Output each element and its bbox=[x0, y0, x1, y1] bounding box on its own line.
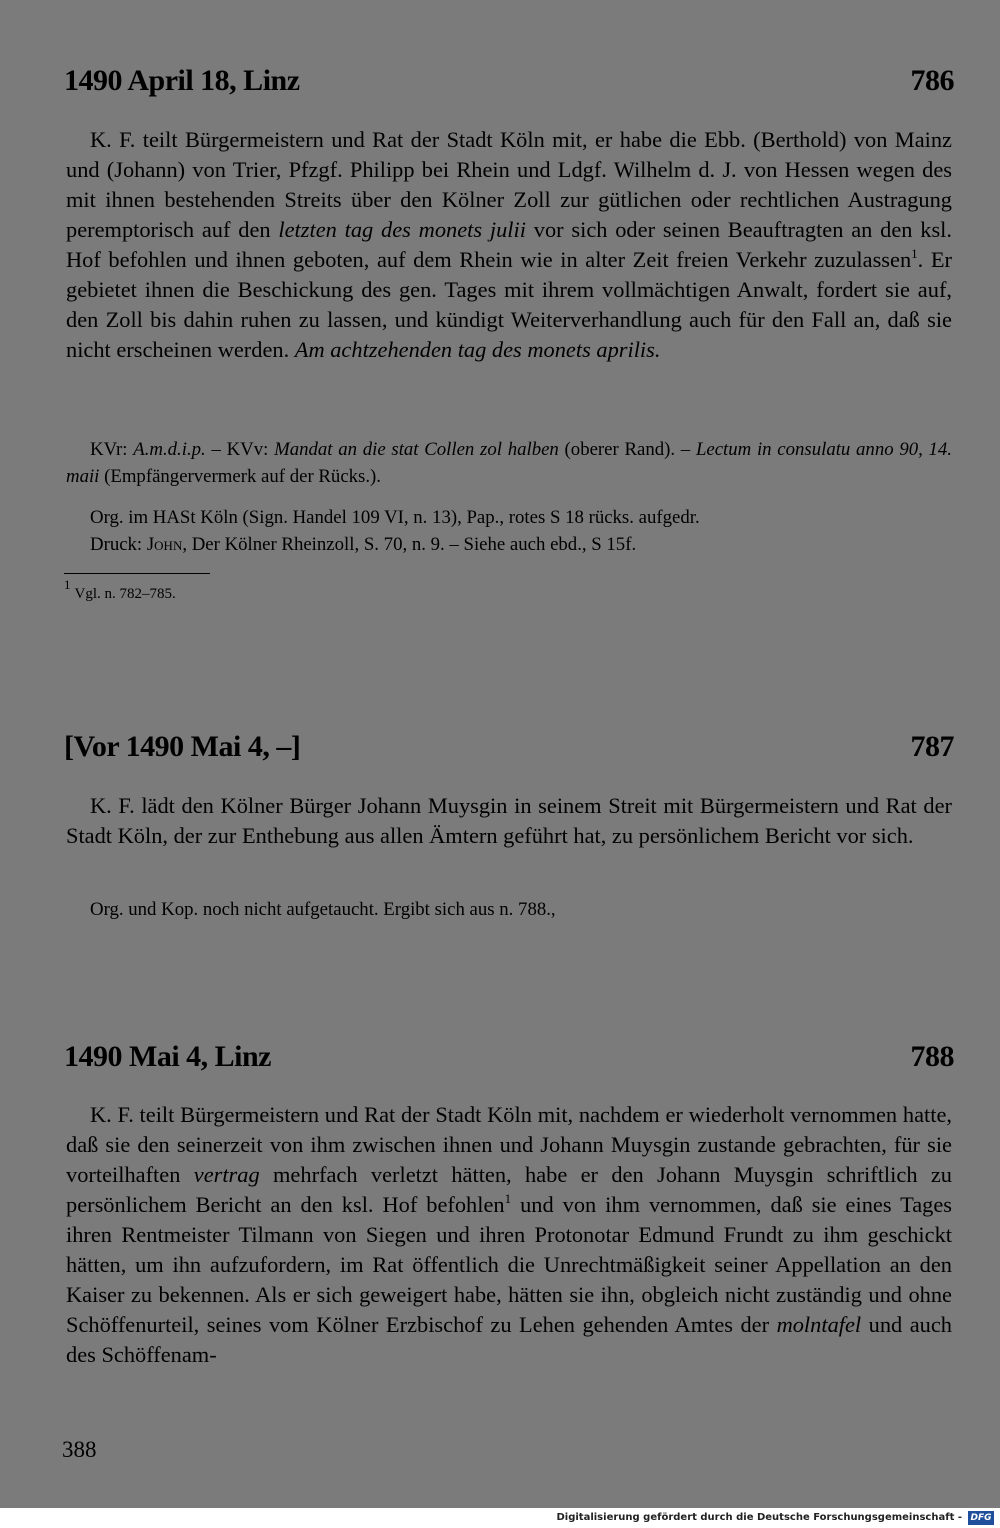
footnote-ref: 1 bbox=[504, 1191, 512, 1206]
entry-788-regest: K. F. teilt Bürgermeistern und Rat der Stadt Köln mit, nachdem er wiederholt vernommen hatte, daß sie den seinerzeit von ihm zwischen ihnen und Johann Muysgin zustande gebrachten, für sie vorteilhaften vertrag mehrfach verletzt hätten, habe er den Johann Muysgin schriftlich zu persönlichem Bericht an den ksl. Hof befohlen$^1$ und von ihm vernommen, daß sie eines Tages ihren Rentmeister Tilmann von Siegen und ihren Protonotar Edmund Frundt zu ihm geschickt hätten, um ihn aufzufordern, im Rat öffentlich die Unrechtmäßigkeit seiner Appellation an den Kaiser zu bekennen. Als er sich geweigert habe, hätten sie ihn, obgleich nicht zuständig und ohne Schöffenurteil, seines vom Kölner Erzbischof zu Lehen gehenden Amtes der molntafel und auch des Schöffenam- bbox=[66, 1102, 953, 1367]
page-number: 388 bbox=[62, 1437, 97, 1462]
entry-787-header bbox=[64, 730, 954, 764]
entry-787-ueberlieferung: Org. und Kop. noch nicht aufgetaucht. Ergibt sich aus n. 788., bbox=[90, 899, 556, 920]
dfg-logo: DFG bbox=[968, 1511, 994, 1525]
entry-number: 787 bbox=[910, 730, 954, 763]
funding-bar bbox=[0, 1508, 1000, 1528]
entry-date: [Vor 1490 Mai 4, –] bbox=[64, 730, 301, 763]
footnote-divider bbox=[64, 573, 210, 574]
entry-786-ueberlieferung: Org. im HASt Köln (Sign. Handel 109 VI, n. 13), Pap., rotes S 18 rücks. aufgedr. Druck: John, Der Kölner Rheinzoll, S. 70, n. 9. – Siehe auch ebd., S 15f. bbox=[90, 507, 700, 555]
entry-786-regest: K. F. teilt Bürgermeistern und Rat der Stadt Köln mit, er habe die Ebb. (Berthold) von Mainz und (Johann) von Trier, Pfzgf. Philipp bei Rhein und Ldgf. Wilhelm d. J. von Hessen wegen des mit ihnen bestehenden Streits über den Kölner Zoll zur gütlichen oder rechtlichen Austragung peremptorisch auf den letzten tag des monets julii vor sich oder seinen Beauftragten an den ksl. Hof befohlen und ihnen geboten, auf dem Rhein wie in alter Zeit freien Verkehr zuzulassen$^1$. Er gebietet ihnen die Beschickung des gen. Tages mit ihrem vollmächtigen Anwalt, fordert sie auf, den Zoll bis dahin ruhen zu lassen, und kündigt Weiterverhandlung auch für den Fall an, daß sie nicht erscheinen werden. Am achtzehenden tag des monets aprilis. bbox=[66, 127, 952, 362]
entry-788-header bbox=[64, 1040, 954, 1074]
entry-number: 786 bbox=[910, 64, 954, 97]
entry-786-kanzleivermerke: KVr: A.m.d.i.p. – KVv: Mandat an die stat Collen zol halben (oberer Rand). – Lectum in consulatu anno 90, 14. maii (Empfängervermerk auf der Rücks.). bbox=[66, 439, 953, 487]
entry-786-header bbox=[64, 64, 954, 98]
entry-787-regest: K. F. lädt den Kölner Bürger Johann Muysgin in seinem Streit mit Bürgermeistern und Rat der Stadt Köln, der zur Enthebung aus allen Ämtern geführt hat, zu persönlichem Bericht vor sich. bbox=[66, 793, 952, 848]
footnote: $^1$Vgl. n. 782–785. bbox=[64, 577, 176, 602]
author-name: John bbox=[146, 534, 183, 555]
entry-date: 1490 Mai 4, Linz bbox=[64, 1040, 271, 1073]
entry-date: 1490 April 18, Linz bbox=[64, 64, 300, 97]
footnote-ref: 1 bbox=[911, 246, 918, 261]
entry-number: 788 bbox=[910, 1040, 954, 1073]
funding-text: Digitalisierung gefördert durch die Deutsche Forschungsgemeinschaft - bbox=[556, 1512, 962, 1523]
